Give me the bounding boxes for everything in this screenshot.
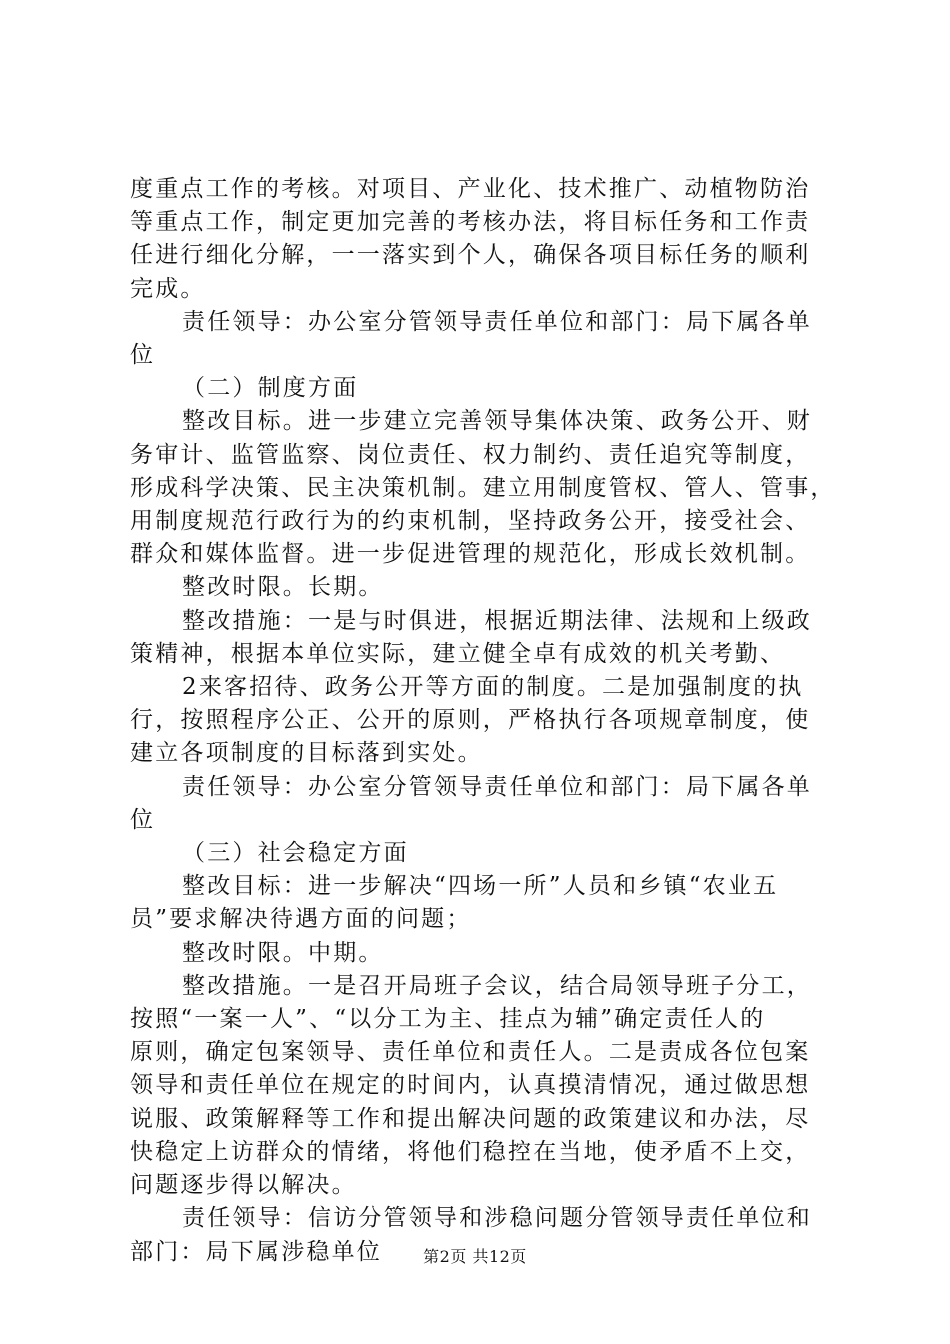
text-line: 整改时限。中期。 — [182, 939, 384, 966]
text-line: 整改措施。一是召开局班子会议，结合局领导班子分工， — [182, 972, 812, 999]
text-line: （二）制度方面 — [182, 375, 359, 402]
text-line: 形成科学决策、民主决策机制。建立用制度管权、管人、管事， — [130, 474, 836, 501]
text-line: 行，按照程序公正、公开的原则，严格执行各项规章制度，使 — [130, 707, 811, 734]
text-line: 等重点工作，制定更加完善的考核办法，将目标任务和工作责 — [130, 209, 811, 236]
text-line: 群众和媒体监督。进一步促进管理的规范化，形成长效机制。 — [130, 541, 811, 568]
text-line: 责任领导：办公室分管领导责任单位和部门：局下属各单 — [182, 773, 812, 800]
text-line: 整改时限。长期。 — [182, 574, 384, 601]
text-line: 位 — [130, 806, 156, 833]
text-line: 任进行细化分解，一一落实到个人，确保各项目标任务的顺利 — [130, 242, 811, 269]
text-line: 责任领导：办公室分管领导责任单位和部门：局下属各单 — [182, 308, 812, 335]
text-line: 策精神，根据本单位实际，建立健全卓有成效的机关考勤、 — [130, 640, 786, 667]
text-line: 问题逐步得以解决。 — [130, 1172, 357, 1199]
text-line: 整改目标。进一步建立完善领导集体决策、政务公开、财 — [182, 408, 812, 435]
text-line: 度重点工作的考核。对项目、产业化、技术推广、动植物防治 — [130, 176, 811, 202]
text-line: 务审计、监管监察、岗位责任、权力制约、责任追究等制度， — [130, 441, 811, 468]
text-line: 说服、政策解释等工作和提出解决问题的政策建议和办法，尽 — [130, 1105, 811, 1132]
text-line: 员”要求解决待遇方面的问题； — [130, 906, 472, 933]
text-line: 用制度规范行政行为的约束机制，坚持政务公开，接受社会、 — [130, 508, 811, 535]
text-line: 完成。 — [130, 275, 206, 302]
document-body — [130, 173, 836, 1269]
text-line: 整改目标：进一步解决“四场一所”人员和乡镇“农业五 — [182, 873, 779, 900]
text-line: 原则，确定包案领导、责任单位和责任人。二是责成各位包案 — [130, 1039, 811, 1066]
text-line: （三）社会稳定方面 — [182, 840, 409, 867]
text-line: 快稳定上访群众的情绪，将他们稳控在当地，使矛盾不上交， — [130, 1138, 811, 1165]
text-line: 整改措施：一是与时俱进，根据近期法律、法规和上级政 — [182, 607, 812, 634]
text-line: 位 — [130, 342, 156, 369]
text-line: 建立各项制度的目标落到实处。 — [130, 740, 483, 767]
text-line: 部门：局下属涉稳单位 — [130, 1238, 382, 1265]
text-line: 按照“一案一人”、“以分工为主、挂点为辅”确定责任人的 — [130, 1006, 766, 1033]
text-line: 2来客招待、政务公开等方面的制度。二是加强制度的执 — [182, 674, 804, 701]
text-line: 责任领导：信访分管领导和涉稳问题分管领导责任单位和 — [182, 1205, 812, 1232]
page-footer: 第2页 共12页 — [423, 1247, 527, 1266]
text-line: 领导和责任单位在规定的时间内，认真摸清情况，通过做思想 — [130, 1072, 811, 1099]
